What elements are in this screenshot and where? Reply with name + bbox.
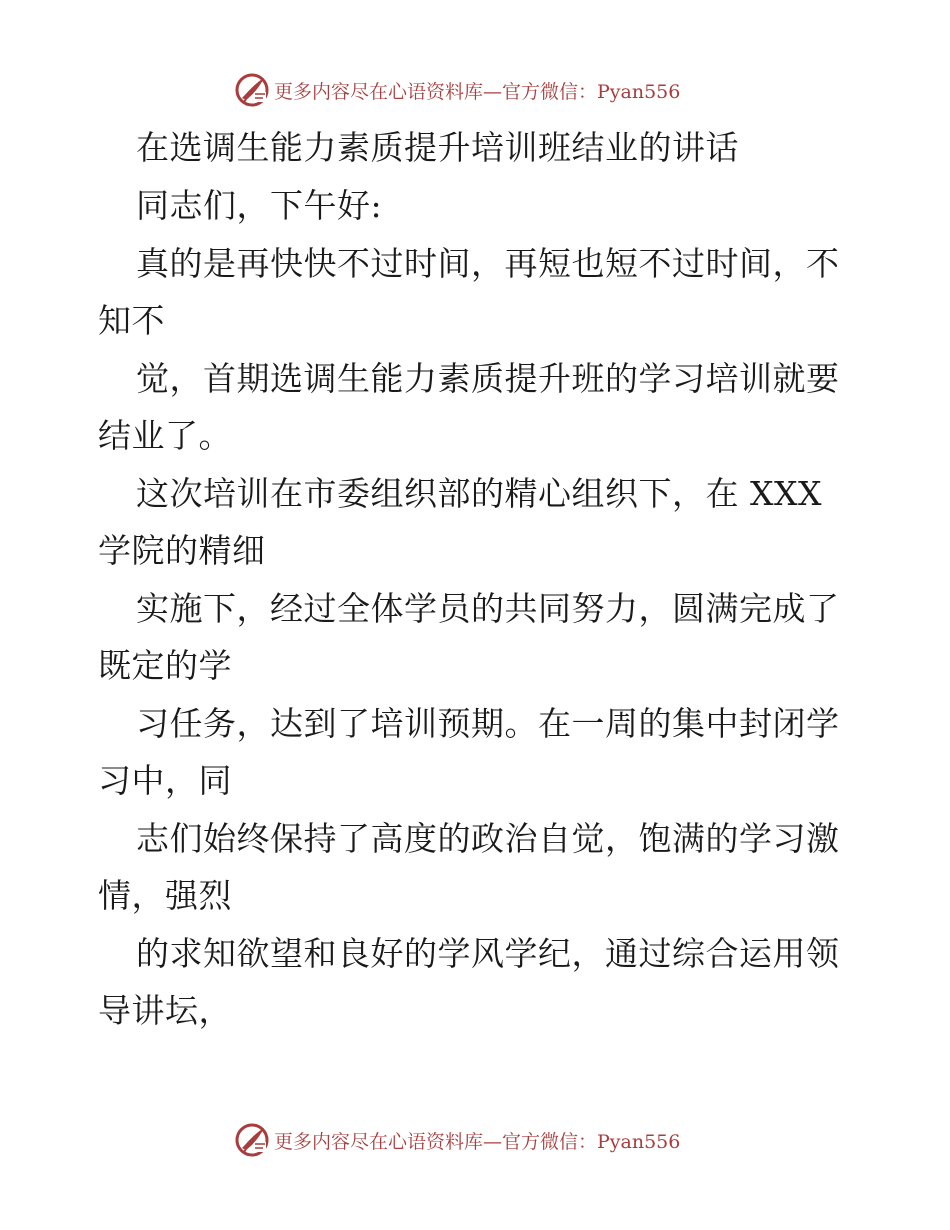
document-line: 结业了。 (98, 416, 232, 455)
quill-logo-icon (234, 72, 270, 108)
document-line: 知不 (98, 301, 165, 340)
document-title: 在选调生能力素质提升培训班结业的讲话 (136, 128, 739, 167)
document-line: 这次培训在市委组织部的精心组织下，在 XXX (136, 474, 822, 513)
header-banner-text: 更多内容尽在心语资料库—官方微信：Pyan556 (274, 80, 681, 103)
document-line: 觉，首期选调生能力素质提升班的学习培训就要 (136, 359, 840, 398)
document-line: 习中，同 (98, 761, 232, 800)
document-line: 情，强烈 (98, 876, 232, 915)
document-line: 习任务，达到了培训预期。在一周的集中封闭学 (136, 704, 840, 743)
document-line: 实施下，经过全体学员的共同努力，圆满完成了 (136, 589, 840, 628)
document-line: 真的是再快快不过时间，再短也短不过时间，不 (136, 244, 840, 283)
header-banner (234, 72, 714, 108)
footer-banner-text: 更多内容尽在心语资料库—官方微信：Pyan556 (274, 1130, 681, 1153)
document-line: 导讲坛， (98, 991, 232, 1030)
quill-logo-icon (234, 1122, 270, 1158)
document-line: 的求知欲望和良好的学风学纪，通过综合运用领 (136, 934, 840, 973)
document-line: 志们始终保持了高度的政治自觉，饱满的学习激 (136, 819, 840, 858)
footer-banner (234, 1122, 714, 1158)
document-line: 学院的精细 (98, 531, 266, 570)
document-line: 既定的学 (98, 646, 232, 685)
document-line: 同志们，下午好: (136, 186, 383, 225)
